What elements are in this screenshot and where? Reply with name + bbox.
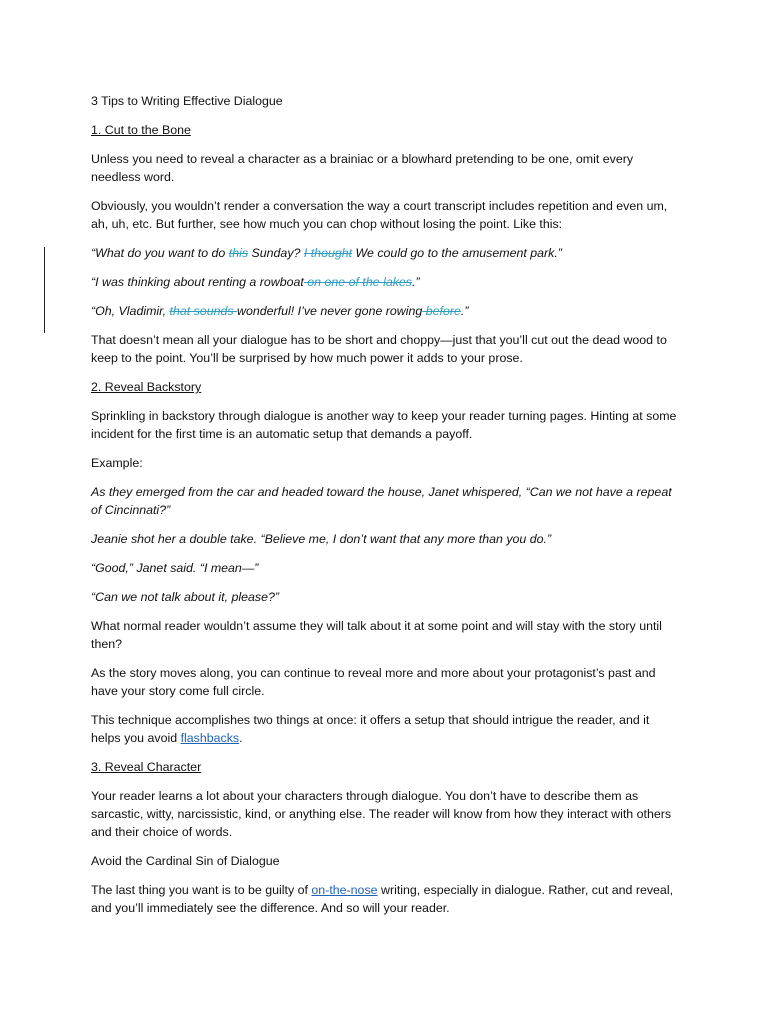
dialogue-line-2	[91, 273, 681, 291]
dialogue-line-3	[91, 302, 681, 320]
section-2-paragraph-4-text-a: This technique accomplishes two things at once: it offers a setup that should intrigue the reader, and it helps you avoid	[91, 713, 650, 745]
example-line-2: Jeanie shot her a double take. “Believe me, I don’t want that any more than you do.”	[91, 532, 552, 546]
section-4-heading: Avoid the Cardinal Sin of Dialogue	[91, 854, 280, 868]
dialogue-line-3-text-b: wonderful! I’ve never gone rowing	[237, 304, 423, 318]
section-4-paragraph-1-text-b: writing, especially in dialogue. Rather, cut and reveal, and you’ll immediately see the difference. And so will your reader.	[91, 883, 674, 915]
dialogue-line-2-text-a: “I was thinking about renting a rowboat	[91, 275, 304, 289]
flashbacks-link[interactable]: flashbacks	[180, 731, 240, 745]
example-line-3: “Good,” Janet said. “I mean—”	[91, 561, 259, 575]
on-the-nose-link[interactable]: on-the-nose	[311, 883, 378, 897]
dialogue-line-1	[91, 244, 681, 262]
dialogue-line-1-text-b: Sunday?	[248, 246, 304, 260]
deleted-text: this	[228, 246, 249, 260]
section-2-paragraph-3: As the story moves along, you can continue to reveal more and more about your protagonist’s past and have your story come full circle.	[91, 666, 656, 698]
example-line-4: “Can we not talk about it, please?”	[91, 590, 280, 604]
section-1-paragraph-3: That doesn’t mean all your dialogue has to be short and choppy—just that you’ll cut out the dead wood to keep to the point. You’ll be surprised by how much power it adds to your prose.	[91, 333, 667, 365]
deleted-text: that sounds	[169, 304, 238, 318]
dialogue-line-3-text-c: .”	[460, 304, 469, 318]
section-2-paragraph-2: What normal reader wouldn’t assume they will talk about it at some point and will stay with the story until then?	[91, 619, 662, 651]
example-line-1: As they emerged from the car and headed toward the house, Janet whispered, “Can we not have a repeat of Cincinnati?”	[91, 485, 672, 517]
section-3-heading: 3. Reveal Character	[91, 760, 202, 774]
section-2-paragraph-4-text-b: .	[239, 731, 243, 745]
dialogue-line-1-text-a: “What do you want to do	[91, 246, 229, 260]
section-2-heading: 2. Reveal Backstory	[91, 380, 202, 394]
dialogue-line-3-text-a: “Oh, Vladimir,	[91, 304, 170, 318]
deleted-text: on one of the lakes	[303, 275, 412, 289]
section-1-paragraph-2: Obviously, you wouldn’t render a conversation the way a court transcript includes repetition and even um, ah, uh, etc. But further, see how much you can chop without losing the point. Like this:	[91, 199, 668, 231]
section-4-paragraph-1	[91, 881, 681, 917]
section-2-paragraph-1: Sprinkling in backstory through dialogue is another way to keep your reader turning pages. Hinting at some incident for the first time is an automatic setup that demands a payoff.	[91, 409, 677, 441]
section-1-heading: 1. Cut to the Bone	[91, 123, 191, 137]
deleted-text: before	[422, 304, 461, 318]
section-3-paragraph-1: Your reader learns a lot about your characters through dialogue. You don’t have to describe them as sarcastic, witty, narcissistic, kind, or anything else. The reader will know from how they interact with others and their choice of words.	[91, 789, 672, 839]
dialogue-line-1-text-c: We could go to the amusement park.”	[352, 246, 562, 260]
deleted-text: I thought	[303, 246, 353, 260]
document-title: 3 Tips to Writing Effective Dialogue	[91, 94, 283, 108]
section-2-paragraph-4	[91, 711, 681, 747]
section-4-paragraph-1-text-a: The last thing you want is to be guilty of	[91, 883, 312, 897]
example-label: Example:	[91, 456, 143, 470]
section-1-paragraph-1: Unless you need to reveal a character as a brainiac or a blowhard pretending to be one, omit every needless word.	[91, 152, 634, 184]
dialogue-line-2-text-b: .”	[412, 275, 420, 289]
document-page	[91, 92, 681, 928]
track-changes-bar	[44, 247, 45, 333]
